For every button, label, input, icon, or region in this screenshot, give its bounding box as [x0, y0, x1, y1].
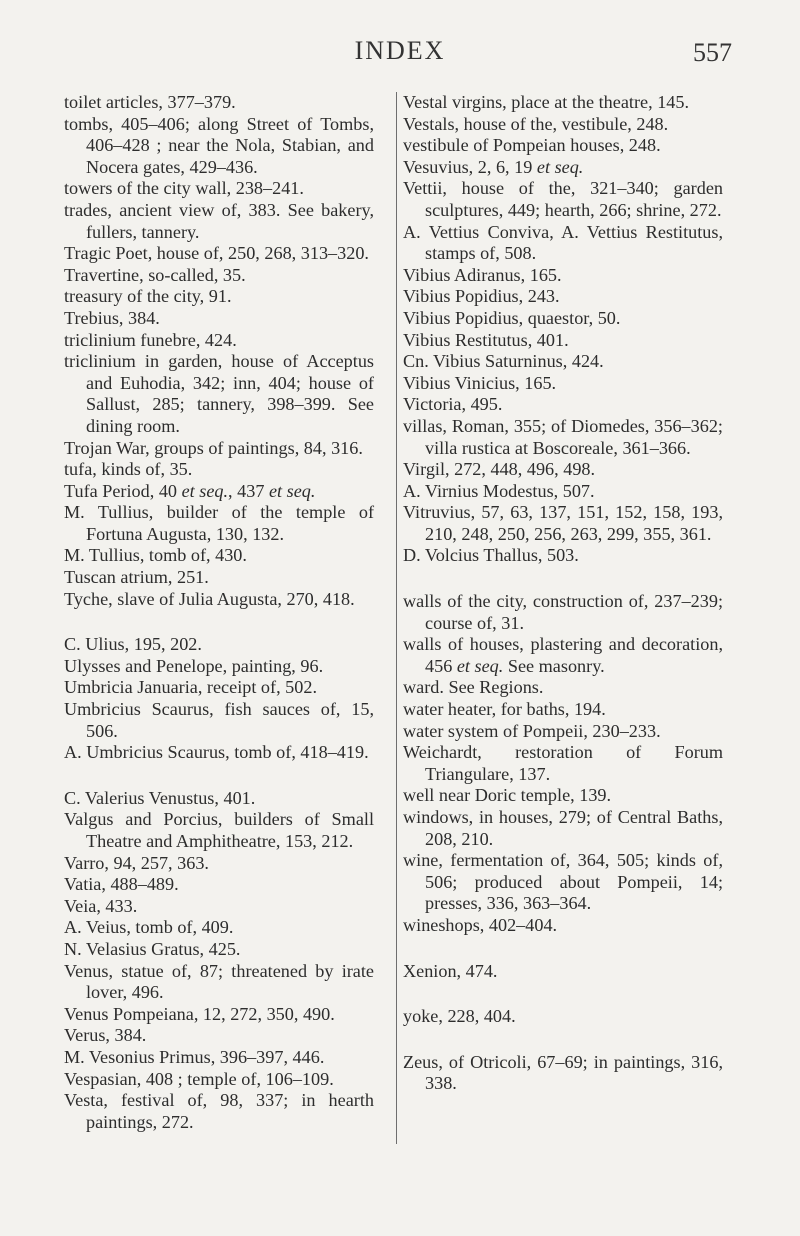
- index-entry-text: Tragic Poet, house of, 250, 268, 313–320.: [64, 243, 369, 264]
- index-entry: [64, 788, 374, 810]
- index-entry: [403, 265, 723, 287]
- index-entry: [64, 896, 374, 918]
- section-gap: [64, 764, 374, 788]
- index-entry-text: Vibius Restitutus, 401.: [403, 329, 569, 350]
- index-entry-italic-text: et seq.: [181, 480, 229, 501]
- index-entry-text: A. Umbricius Scaurus, tomb of, 418–419.: [64, 742, 369, 763]
- index-entry: [403, 157, 723, 179]
- index-entry: [403, 699, 723, 721]
- index-entry: [64, 589, 374, 611]
- index-entry-text: A. Veius, tomb of, 409.: [64, 917, 234, 938]
- section-gap: [64, 610, 374, 634]
- page-number: 557: [693, 38, 732, 67]
- index-entry: [64, 308, 374, 330]
- index-entry-text: towers of the city wall, 238–241.: [64, 178, 304, 199]
- index-entry: [403, 785, 723, 807]
- index-entry-text: C. Ulius, 195, 202.: [64, 634, 202, 655]
- index-entry-italic-text: et seq.: [456, 655, 504, 676]
- index-entry-text: Vestals, house of the, vestibule, 248.: [403, 113, 669, 134]
- index-entry: [64, 634, 374, 656]
- index-entry: [64, 330, 374, 352]
- index-entry-text: villas, Roman, 355; of Diomedes, 356–362; villa rustica at Boscoreale, 361–366.: [403, 415, 723, 458]
- index-entry-text: Weichardt, restoration of Forum Triangulare, 137.: [403, 742, 723, 784]
- index-entry-text: Umbricia Januaria, receipt of, 502.: [64, 677, 318, 698]
- index-entry-text: Tufa Period, 40: [64, 480, 182, 501]
- index-entry: [64, 677, 374, 699]
- index-entry: [403, 1006, 723, 1028]
- index-entry: [403, 178, 723, 221]
- index-entry-italic-text: et seq.: [268, 480, 316, 501]
- index-entry-text: Vibius Popidius, quaestor, 50.: [403, 307, 621, 328]
- index-entry: [64, 961, 374, 1004]
- section-gap: [403, 982, 723, 1006]
- index-entry: [403, 502, 723, 545]
- index-entry-text: Varro, 94, 257, 363.: [64, 852, 209, 873]
- index-entry: [64, 351, 374, 437]
- index-entry: [403, 591, 723, 634]
- column-divider: [396, 92, 397, 1144]
- index-entry-text: See masonry.: [503, 655, 605, 676]
- page-header: [0, 36, 800, 76]
- index-entry-text: N. Velasius Gratus, 425.: [64, 938, 241, 959]
- index-entry-text: Vespasian, 408 ; temple of, 106–109.: [64, 1068, 334, 1089]
- index-entry-text: well near Doric temple, 139.: [403, 785, 612, 806]
- running-title: INDEX: [354, 36, 446, 65]
- index-entry: [64, 243, 374, 265]
- index-entry-text: Vettii, house of the, 321–340; garden sculptures, 449; hearth, 266; shrine, 272.: [403, 178, 723, 220]
- index-entry: [403, 114, 723, 136]
- index-entry: [403, 330, 723, 352]
- index-entry-text: Trebius, 384.: [64, 307, 160, 328]
- index-entry-text: toilet articles, 377–379.: [64, 92, 236, 112]
- index-entry: [64, 1025, 374, 1047]
- index-entry: [64, 917, 374, 939]
- index-entry: [403, 850, 723, 915]
- index-entry: [64, 114, 374, 179]
- index-column-left: [64, 92, 374, 1133]
- index-entry: [64, 874, 374, 896]
- index-entry-text: Ulysses and Penelope, painting, 96.: [64, 655, 324, 676]
- index-entry-text: Valgus and Porcius, builders of Small Theatre and Amphitheatre, 153, 212.: [64, 809, 374, 851]
- index-entry-text: Victoria, 495.: [403, 394, 503, 415]
- index-entry: [64, 656, 374, 678]
- index-entry: [64, 92, 374, 114]
- index-entry-text: walls of the city, construction of, 237–239; course of, 31.: [403, 591, 723, 633]
- index-entry: [64, 200, 374, 243]
- index-entry: [64, 438, 374, 460]
- index-entry-text: Cn. Vibius Saturninus, 424.: [403, 351, 604, 372]
- index-entry: [64, 286, 374, 308]
- index-entry: [403, 807, 723, 850]
- index-entry: [64, 939, 374, 961]
- index-entry: [403, 222, 723, 265]
- index-entry-text: water system of Pompeii, 230–233.: [403, 720, 661, 741]
- index-entry-text: wineshops, 402–404.: [403, 914, 558, 935]
- index-entry: [403, 308, 723, 330]
- section-gap: [403, 567, 723, 591]
- index-entry-text: Vibius Vinicius, 165.: [403, 372, 557, 393]
- index-entry: [64, 1004, 374, 1026]
- index-entry-text: tufa, kinds of, 35.: [64, 459, 193, 480]
- index-entry: [64, 502, 374, 545]
- index-entry-text: walls of houses, plastering and decoration, 456: [403, 634, 723, 676]
- index-entry: [64, 178, 374, 200]
- index-entry-text: Vatia, 488–489.: [64, 874, 179, 895]
- index-entry: [64, 742, 374, 764]
- index-entry-text: Veia, 433.: [64, 895, 138, 916]
- index-entry: [403, 394, 723, 416]
- index-entry-text: triclinium in garden, house of Acceptus and Euhodia, 342; inn, 404; house of Sallust, 285; tannery, 398–399. See dining room.: [64, 351, 374, 436]
- index-entry-text: Zeus, of Otricoli, 67–69; in paintings, 316, 338.: [403, 1051, 723, 1094]
- index-entry-text: Vesta, festival of, 98, 337; in hearth paintings, 272.: [64, 1090, 374, 1132]
- index-entry-text: vestibule of Pompeian houses, 248.: [403, 135, 661, 156]
- index-entry: [403, 373, 723, 395]
- index-entry-text: Umbricius Scaurus, fish sauces of, 15, 506.: [64, 699, 374, 741]
- index-entry-text: Vitruvius, 57, 63, 137, 151, 152, 158, 193, 210, 248, 250, 256, 263, 299, 355, 361.: [403, 502, 723, 544]
- index-column-right: [403, 92, 723, 1095]
- index-entry-text: , 437: [228, 480, 269, 501]
- index-entry-text: Tuscan atrium, 251.: [64, 567, 209, 588]
- index-entry-text: M. Tullius, tomb of, 430.: [64, 545, 247, 566]
- index-entry-text: Vibius Popidius, 243.: [403, 286, 560, 307]
- index-entry: [403, 677, 723, 699]
- index-entry: [403, 416, 723, 459]
- index-entry: [403, 459, 723, 481]
- index-entry-text: A. Vettius Conviva, A. Vettius Restitutus, stamps of, 508.: [403, 221, 723, 264]
- index-entry-text: D. Volcius Thallus, 503.: [403, 545, 579, 566]
- index-entry-text: water heater, for baths, 194.: [403, 699, 606, 720]
- index-entry-text: Xenion, 474.: [403, 960, 498, 981]
- index-entry-text: trades, ancient view of, 383. See bakery, fullers, tannery.: [64, 199, 374, 242]
- index-entry-text: Vibius Adiranus, 165.: [403, 264, 562, 285]
- index-entry-text: treasury of the city, 91.: [64, 286, 232, 307]
- index-entry-text: Virgil, 272, 448, 496, 498.: [403, 459, 596, 480]
- index-entry-text: M. Vesonius Primus, 396–397, 446.: [64, 1046, 325, 1067]
- index-entry-text: Tyche, slave of Julia Augusta, 270, 418.: [64, 588, 355, 609]
- index-entry-text: Venus Pompeiana, 12, 272, 350, 490.: [64, 1003, 335, 1024]
- index-entry-text: windows, in houses, 279; of Central Baths, 208, 210.: [403, 807, 723, 849]
- index-entry-text: Travertine, so-called, 35.: [64, 264, 246, 285]
- index-entry: [64, 481, 374, 503]
- index-entry: [64, 459, 374, 481]
- index-entry-text: tombs, 405–406; along Street of Tombs, 406–428 ; near the Nola, Stabian, and Nocera gates, 429–436.: [64, 113, 374, 177]
- index-entry-text: ward. See Regions.: [403, 677, 544, 698]
- index-entry-text: Vestal virgins, place at the theatre, 145.: [403, 92, 690, 112]
- index-entry: [403, 1052, 723, 1095]
- index-entry-text: wine, fermentation of, 364, 505; kinds of, 506; produced about Pompeii, 14; presses, 336, 363–364.: [403, 850, 723, 914]
- index-entry: [64, 809, 374, 852]
- index-entry: [64, 1047, 374, 1069]
- index-entry: [403, 92, 723, 114]
- index-entry-text: Trojan War, groups of paintings, 84, 316.: [64, 437, 363, 458]
- index-entry-text: Verus, 384.: [64, 1025, 147, 1046]
- index-entry: [403, 135, 723, 157]
- index-entry: [64, 1090, 374, 1133]
- index-entry-text: Vesuvius, 2, 6, 19: [403, 156, 537, 177]
- section-gap: [403, 937, 723, 961]
- index-entry-text: C. Valerius Venustus, 401.: [64, 787, 256, 808]
- index-entry: [403, 915, 723, 937]
- index-entry-text: A. Virnius Modestus, 507.: [403, 480, 595, 501]
- index-entry: [403, 742, 723, 785]
- index-entry-text: yoke, 228, 404.: [403, 1006, 516, 1027]
- index-entry: [403, 961, 723, 983]
- index-entry: [403, 545, 723, 567]
- index-entry: [64, 1069, 374, 1091]
- index-entry: [64, 265, 374, 287]
- index-entry: [64, 545, 374, 567]
- index-entry: [403, 634, 723, 677]
- index-entry: [64, 853, 374, 875]
- index-entry-text: M. Tullius, builder of the temple of Fortuna Augusta, 130, 132.: [64, 502, 374, 544]
- index-entry: [64, 699, 374, 742]
- index-entry-text: Venus, statue of, 87; threatened by irate lover, 496.: [64, 960, 374, 1003]
- index-entry-italic-text: et seq.: [536, 156, 584, 177]
- section-gap: [403, 1028, 723, 1052]
- index-entry: [403, 721, 723, 743]
- index-entry: [64, 567, 374, 589]
- index-entry: [403, 481, 723, 503]
- index-entry-text: triclinium funebre, 424.: [64, 329, 237, 350]
- index-entry: [403, 351, 723, 373]
- index-entry: [403, 286, 723, 308]
